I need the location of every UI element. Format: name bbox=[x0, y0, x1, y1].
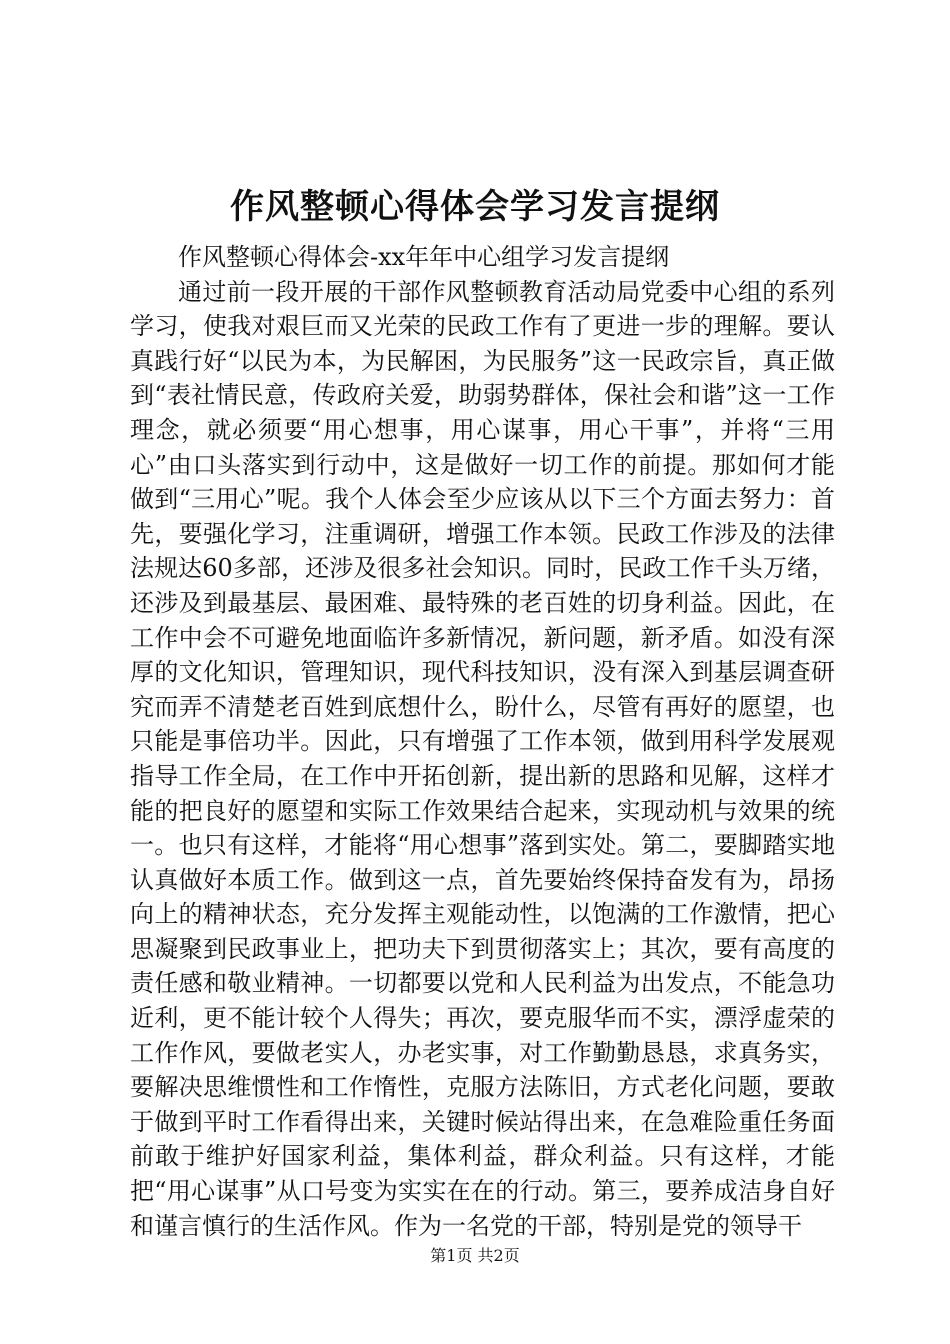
subtitle-paragraph: 作风整顿心得体会-xx年年中心组学习发言提纲 bbox=[178, 243, 670, 271]
document-body bbox=[130, 240, 835, 1243]
body-paragraph: 通过前一段开展的干部作风整顿教育活动局党委中心组的系列学习，使我对艰巨而又光荣的民政工作有了更进一步的理解。要认真践行好“以民为本，为民解困，为民服务”这一民政宗旨，真正做到“表社情民意，传政府关爱，助弱势群体，保社会和谐”这一工作理念，就必须要“用心想事，用心谋事，用心干事”，并将“三用心”由口头落实到行动中，这是做好一切工作的前提。那如何才能做到“三用心”呢。我个人体会至少应该从以下三个方面去努力：首先，要强化学习，注重调研，增强工作本领。民政工作涉及的法律法规达60多部，还涉及很多社会知识。同时，民政工作千头万绪，还涉及到最基层、最困难、最特殊的老百姓的切身利益。因此，在工作中会不可避免地面临许多新情况，新问题，新矛盾。如没有深厚的文化知识，管理知识，现代科技知识，没有深入到基层调查研究而弄不清楚老百姓到底想什么，盼什么，尽管有再好的愿望，也只能是事倍功半。因此，只有增强了工作本领，做到用科学发展观指导工作全局，在工作中开拓创新，提出新的思路和见解，这样才能的把良好的愿望和实际工作效果结合起来，实现动机与效果的统一。也只有这样，才能将“用心想事”落到实处。第二，要脚踏实地认真做好本质工作。做到这一点，首先要始终保持奋发有为，昂扬向上的精神状态，充分发挥主观能动性，以饱满的工作激情，把心思凝聚到民政事业上，把功夫下到贯彻落实上；其次，要有高度的责任感和敬业精神。一切都要以党和人民利益为出发点，不能急功近利，更不能计较个人得失；再次，要克服华而不实，漂浮虚荣的工作作风，要做老实人，办老实事，对工作勤勤恳恳，求真务实，要解决思维惯性和工作惰性，克服方法陈旧，方式老化问题，要敢于做到平时工作看得出来，关键时候站得出来，在急难险重任务面前敢于维护好国家利益，集体利益，群众利益。只有这样，才能把“用心谋事”从口号变为实实在在的行动。第三，要养成洁身自好和谨言慎行的生活作风。作为一名党的干部，特别是党的领导干 bbox=[130, 277, 835, 1240]
document-title: 作风整顿心得体会学习发言提纲 bbox=[230, 187, 720, 227]
page-footer: 第1页 共2页 bbox=[430, 1246, 520, 1265]
